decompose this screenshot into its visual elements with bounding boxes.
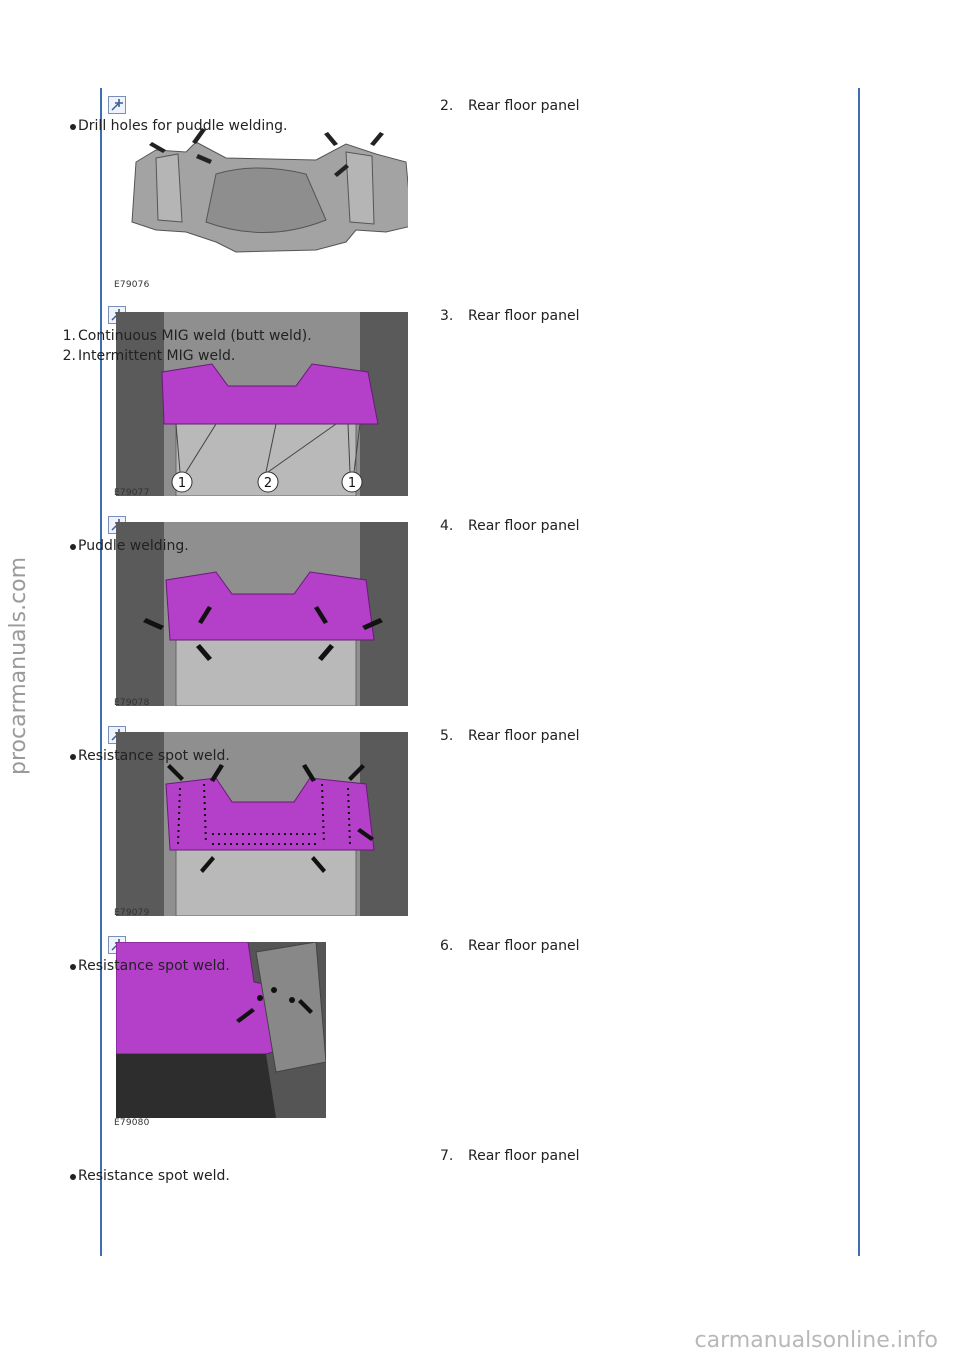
instruction-text: Resistance spot weld.: [78, 748, 230, 764]
callout-label: 1: [347, 476, 357, 491]
instruction-text: Drill holes for puddle welding.: [78, 118, 288, 134]
step-title: Rear floor panel: [468, 938, 580, 954]
step-number: 7.: [440, 1148, 454, 1164]
step-title: Rear floor panel: [468, 518, 580, 534]
left-border-rule: [100, 88, 102, 1256]
figure-code: E79079: [114, 908, 150, 918]
instruction-text: Resistance spot weld.: [78, 1168, 230, 1184]
right-border-rule: [858, 88, 860, 1256]
step-number: 4.: [440, 518, 454, 534]
bottom-watermark: carmanualsonline.info: [694, 1328, 938, 1353]
bullet-icon: [50, 746, 76, 766]
figure-code: E79077: [114, 488, 150, 498]
figure-code: E79076: [114, 280, 150, 290]
step-title: Rear floor panel: [468, 1148, 580, 1164]
bullet-icon: [50, 536, 76, 556]
list-number: 2.: [62, 348, 76, 364]
instruction-text: Puddle welding.: [78, 538, 189, 554]
step-number: 6.: [440, 938, 454, 954]
side-watermark: procarmanuals.com: [6, 556, 31, 775]
figure-code: E79080: [114, 1118, 150, 1128]
instruction-text: Continuous MIG weld (butt weld).: [78, 328, 312, 344]
bullet-icon: [50, 1166, 76, 1186]
list-number: 1.: [62, 328, 76, 344]
step-title: Rear floor panel: [468, 728, 580, 744]
step-number: 3.: [440, 308, 454, 324]
bullet-icon: [50, 116, 76, 136]
instruction-text: Resistance spot weld.: [78, 958, 230, 974]
step-title: Rear floor panel: [468, 98, 580, 114]
step-number: 2.: [440, 98, 454, 114]
bullet-icon: [50, 956, 76, 976]
step-title: Rear floor panel: [468, 308, 580, 324]
instruction-text: Intermittent MIG weld.: [78, 348, 236, 364]
callout-label: 1: [177, 476, 187, 491]
step-number: 5.: [440, 728, 454, 744]
callout-label: 2: [263, 476, 273, 491]
figure-code: E79078: [114, 698, 150, 708]
